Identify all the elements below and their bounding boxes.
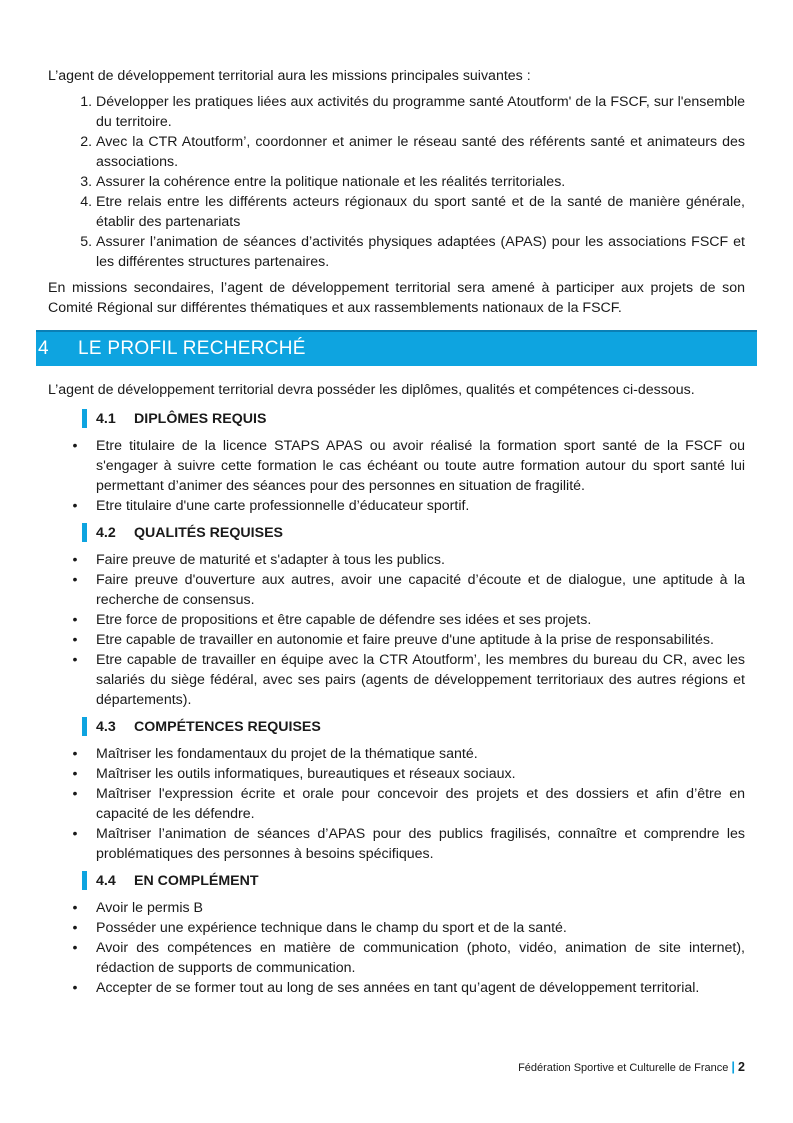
section-title: LE PROFIL RECHERCHÉ [78,338,306,359]
page-footer [518,1059,745,1076]
mission-item: 3. Assurer la cohérence entre la politique nationale et les réalités territoriales. [96,172,745,192]
subsection-heading [82,522,745,546]
subsection-number: 4.4 [96,873,116,889]
subsection-heading [82,870,745,894]
bullet-icon: • [72,652,78,668]
bullet-list [48,744,745,864]
bullet-icon: • [72,746,78,762]
footer-organization: Fédération Sportive et Culturelle de France [518,1062,729,1074]
list-item: • Avoir le permis B [96,898,745,918]
mission-item: 4. Etre relais entre les différents acteurs régionaux du sport santé et de la santé de manière générale, établir des partenariats [96,192,745,232]
list-item: • Etre force de propositions et être capable de défendre ses idées et ses projets. [96,610,745,630]
footer-separator: | [731,1059,736,1074]
bullet-icon: • [72,900,78,916]
list-item: • Etre titulaire de la licence STAPS APAS ou avoir réalisé la formation sport santé de la FSCF ou s'engager à suivre cette formation le cas échéant ou toute autre formation autour du sport santé lui permettant d’animer des séances pour des personnes en situation de fragilité. [96,436,745,496]
subsection-title: COMPÉTENCES REQUISES [134,719,321,735]
subsection-title: QUALITÉS REQUISES [134,525,283,541]
heading-accent-bar [82,409,87,428]
list-item: • Etre capable de travailler en équipe avec la CTR Atoutform’, les membres du bureau du CR, avec les salariés du siège fédéral, avec ses pairs (agents de développement territoriaux des autres régions et départements). [96,650,745,710]
missions-secondary: En missions secondaires, l’agent de développement territorial sera amené à participer aux projets de son Comité Régional sur différentes thématiques et aux rassemblements nationaux de la FSCF. [48,280,745,316]
bullet-icon: • [72,786,78,802]
list-item: • Maîtriser l’animation de séances d’APAS pour des publics fragilisés, connaître et comprendre les problématiques des personnes à besoins spécifiques. [96,824,745,864]
bullet-list [48,550,745,710]
heading-accent-bar [82,871,87,890]
section-heading [36,330,757,366]
list-item: • Posséder une expérience technique dans le champ du sport et de la santé. [96,918,745,938]
bullet-icon: • [72,612,78,628]
subsection-number: 4.2 [96,525,116,541]
missions-list [48,92,745,272]
list-item: • Faire preuve de maturité et s'adapter à tous les publics. [96,550,745,570]
list-item: • Maîtriser les outils informatiques, bureautiques et réseaux sociaux. [96,764,745,784]
list-item: • Maîtriser les fondamentaux du projet de la thématique santé. [96,744,745,764]
list-item: • Faire preuve d'ouverture aux autres, avoir une capacité d’écoute et de dialogue, une aptitude à la recherche de consensus. [96,570,745,610]
mission-item: 1. Développer les pratiques liées aux activités du programme santé Atoutform' de la FSCF, sur l'ensemble du territoire. [96,92,745,132]
document-page [38,66,745,998]
bullet-list [48,898,745,998]
bullet-icon: • [72,980,78,996]
subsection-heading [82,716,745,740]
bullet-icon: • [72,940,78,956]
subsection-title: DIPLÔMES REQUIS [134,411,267,427]
heading-accent-bar [82,717,87,736]
page-number: 2 [738,1060,745,1074]
bullet-icon: • [72,632,78,648]
heading-accent-bar [82,523,87,542]
bullet-icon: • [72,572,78,588]
section-intro: L’agent de développement territorial devra posséder les diplômes, qualités et compétences ci-dessous. [48,382,695,398]
subsection-title: EN COMPLÉMENT [134,873,259,889]
subsection-number: 4.3 [96,719,116,735]
bullet-icon: • [72,438,78,454]
mission-item: 2. Avec la CTR Atoutform’, coordonner et animer le réseau santé des référents santé et animateurs des associations. [96,132,745,172]
subsection-heading [82,408,745,432]
list-item: • Etre titulaire d'une carte professionnelle d’éducateur sportif. [96,496,745,516]
subsection-number: 4.1 [96,411,116,427]
bullet-list [48,436,745,516]
bullet-icon: • [72,826,78,842]
list-item: • Accepter de se former tout au long de ses années en tant qu’agent de développement territorial. [96,978,745,998]
list-item: • Etre capable de travailler en autonomie et faire preuve d'une aptitude à la prise de responsabilités. [96,630,745,650]
bullet-icon: • [72,498,78,514]
missions-intro: L’agent de développement territorial aura les missions principales suivantes : [48,68,531,84]
bullet-icon: • [72,552,78,568]
mission-item: 5. Assurer l’animation de séances d’activités physiques adaptées (APAS) pour les associations FSCF et les différentes structures partenaires. [96,232,745,272]
list-item: • Maîtriser l'expression écrite et orale pour concevoir des projets et des dossiers et afin d’être en capacité de les défendre. [96,784,745,824]
bullet-icon: • [72,766,78,782]
section-number: 4 [38,338,49,359]
bullet-icon: • [72,920,78,936]
list-item: • Avoir des compétences en matière de communication (photo, vidéo, animation de site internet), rédaction de supports de communication. [96,938,745,978]
